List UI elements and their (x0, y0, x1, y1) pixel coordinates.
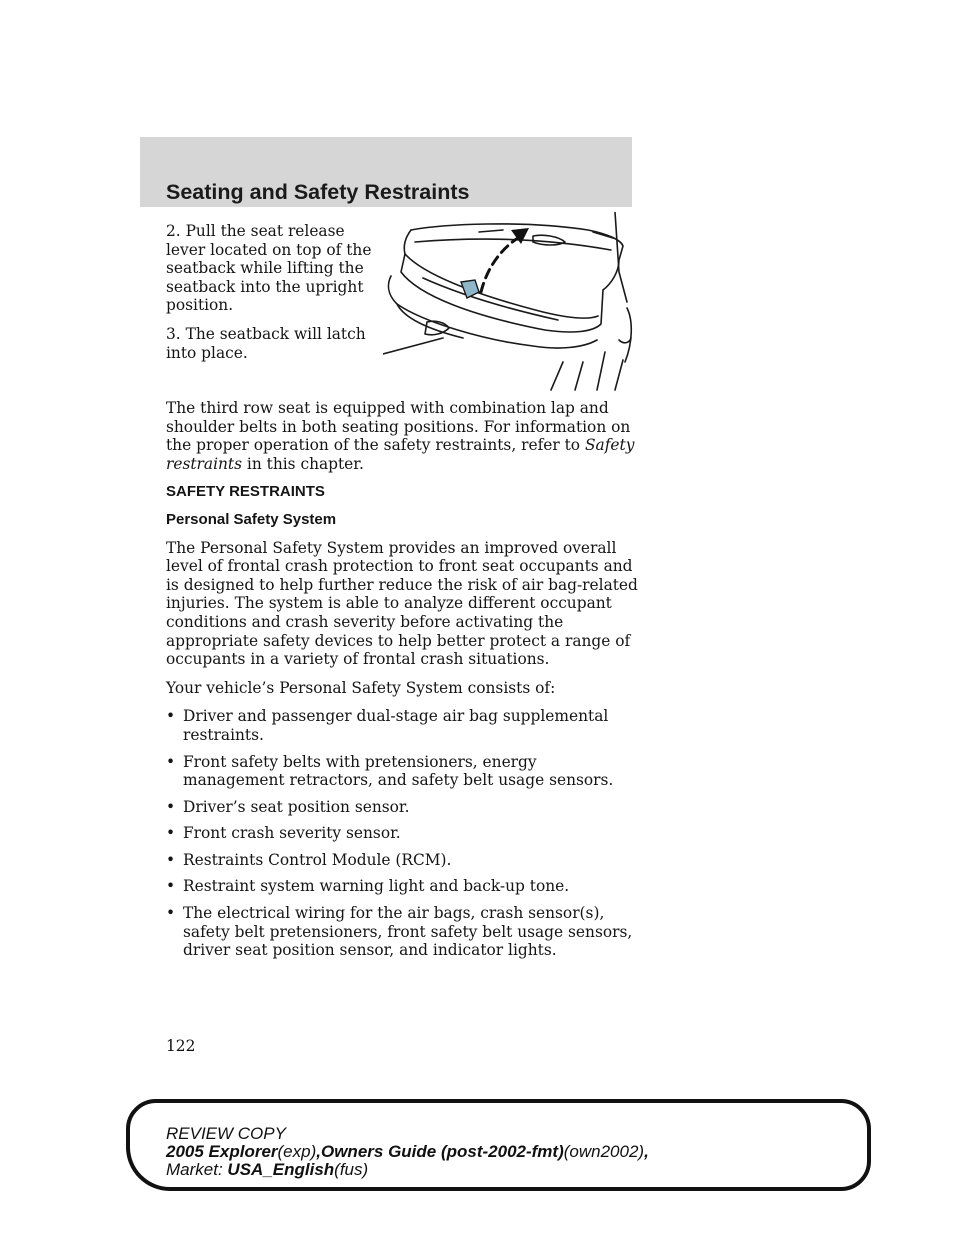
step-3: 3. The seatback will latch into place. (166, 324, 366, 362)
footer-market-label: Market: (166, 1160, 223, 1179)
list-item-text: Front safety belts with pretensioners, energy management retractors, and safety belt usage sensors. (183, 752, 614, 790)
list-item (166, 851, 641, 870)
bullet: • (166, 850, 176, 869)
list-item-text: Driver’s seat position sensor. (183, 797, 410, 816)
instruction-steps (166, 222, 384, 372)
list-item-text: Restraint system warning light and back-up tone. (183, 877, 570, 896)
list-item (166, 707, 641, 744)
page-number: 122 (166, 1037, 196, 1055)
list-item (166, 877, 641, 896)
footer-separator: , (644, 1142, 649, 1161)
list-item-text: The electrical wiring for the air bags, crash sensor(s), safety belt pretensioners, front safety belt usage sensors, driver seat position sensor, and indicator lights. (183, 904, 633, 960)
footer-model-code: (exp) (277, 1142, 317, 1161)
footer-market-info (166, 1161, 368, 1179)
list-item (166, 824, 641, 843)
list-item-text: Driver and passenger dual-stage air bag supplemental restraints. (183, 707, 609, 744)
bullet: • (166, 824, 176, 843)
section-title: Seating and Safety Restraints (166, 180, 470, 204)
footer-review-copy: REVIEW COPY (166, 1124, 286, 1143)
footer-guide-code: (own2002) (563, 1142, 645, 1161)
intro-text-end: in this chapter. (246, 454, 364, 473)
footer-market: USA_English (227, 1160, 335, 1179)
footer-model: 2005 Explorer (166, 1142, 278, 1161)
pss-components-list (166, 707, 641, 960)
seatback-illustration (383, 212, 635, 392)
list-intro: Your vehicle’s Personal Safety System consists of: (166, 678, 556, 697)
bullet: • (166, 797, 176, 816)
safety-restraints-reference: Safety restraints (166, 436, 635, 473)
list-item (166, 904, 641, 960)
footer-document-info (166, 1143, 649, 1161)
subsection-heading: Personal Safety System (166, 510, 337, 528)
list-item-text: Restraints Control Module (RCM). (183, 850, 452, 869)
bullet: • (166, 877, 176, 896)
section-heading: SAFETY RESTRAINTS (166, 483, 325, 501)
step-2: 2. Pull the seat release lever located on top of the seatback while lifting the seatback into the upright position. (166, 222, 372, 315)
list-item (166, 798, 641, 817)
intro-text: The third row seat is equipped with combination lap and shoulder belts in both seating positions. For information on the proper operation of the safety restraints, refer to (166, 399, 631, 455)
list-item-text: Front crash severity sensor. (183, 824, 401, 843)
bullet: • (166, 707, 176, 726)
bullet: • (166, 904, 176, 923)
main-content (166, 399, 641, 968)
pss-paragraph: The Personal Safety System provides an improved overall level of frontal crash protection to front seat occupants and is designed to help further reduce the risk of air bag-related injuries. The system is able to analyze different occupant conditions and crash severity before activating the appropriate safety devices to help better protect a range of occupants in a variety of frontal crash situations. (166, 538, 638, 669)
bullet: • (166, 752, 176, 771)
third-row-paragraph (166, 399, 641, 473)
footer-separator: , (316, 1142, 321, 1161)
list-item (166, 753, 641, 790)
footer-market-code: (fus) (334, 1160, 369, 1179)
footer-guide: Owners Guide (post-2002-fmt) (320, 1142, 564, 1161)
